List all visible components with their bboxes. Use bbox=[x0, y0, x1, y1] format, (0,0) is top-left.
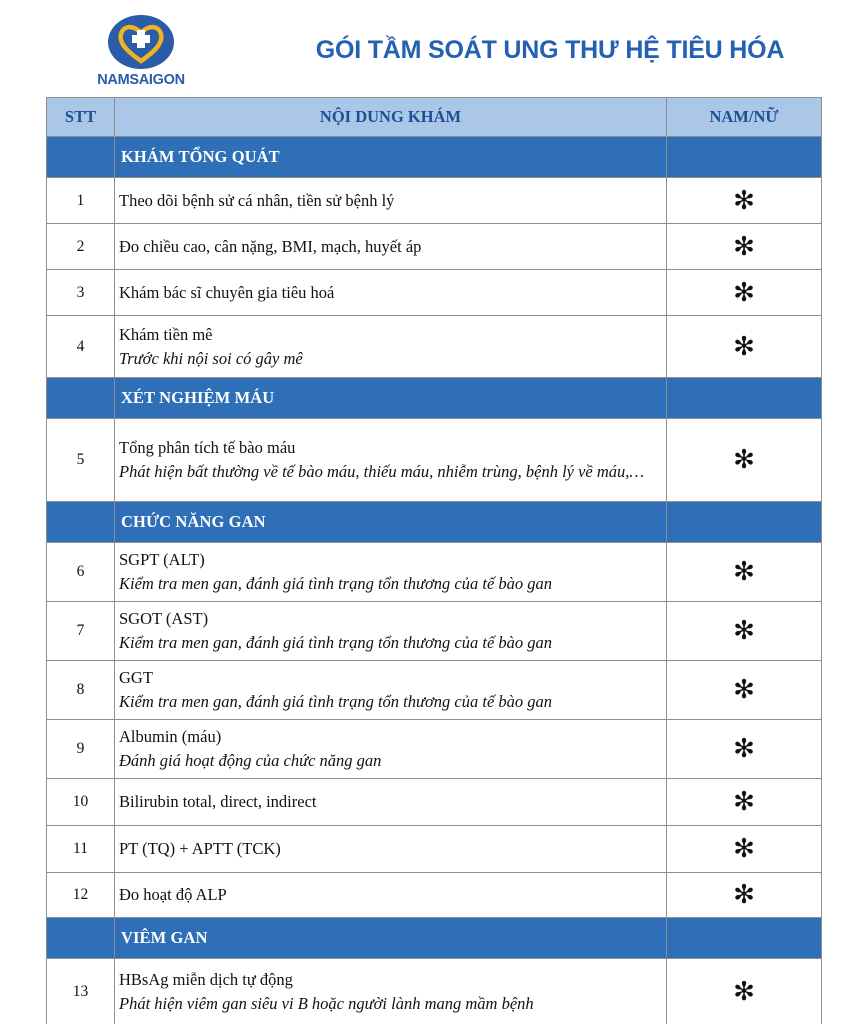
row-number: 6 bbox=[47, 543, 115, 602]
exam-item: HBsAg miễn dịch tự động bbox=[119, 970, 293, 989]
exam-item: Tổng phân tích tế bào máu bbox=[119, 438, 296, 457]
table-row bbox=[47, 543, 822, 602]
row-content bbox=[115, 543, 667, 602]
row-number: 1 bbox=[47, 178, 115, 224]
row-number: 3 bbox=[47, 270, 115, 316]
section-mark-cell bbox=[667, 378, 822, 419]
section-title: VIÊM GAN bbox=[115, 918, 667, 959]
row-content bbox=[115, 661, 667, 720]
included-mark: ✻ bbox=[667, 316, 822, 378]
exam-item: SGOT (AST) bbox=[119, 609, 209, 628]
exam-note: Kiểm tra men gan, đánh giá tình trạng tổn thương của tế bào gan bbox=[119, 633, 553, 652]
section-stt-cell bbox=[47, 378, 115, 419]
section-title: XÉT NGHIỆM MÁU bbox=[115, 378, 667, 419]
exam-note: Kiểm tra men gan, đánh giá tình trạng tổn thương của tế bào gan bbox=[119, 574, 553, 593]
row-content bbox=[115, 720, 667, 779]
included-mark: ✻ bbox=[667, 178, 822, 224]
table-body bbox=[47, 137, 822, 1024]
row-content bbox=[115, 779, 667, 826]
row-content bbox=[115, 873, 667, 918]
table-row bbox=[47, 720, 822, 779]
table-row bbox=[47, 661, 822, 720]
included-mark: ✻ bbox=[667, 602, 822, 661]
exam-item: Khám bác sĩ chuyên gia tiêu hoá bbox=[119, 282, 335, 302]
header-gender: NAM/NỮ bbox=[667, 98, 822, 137]
row-number: 12 bbox=[47, 873, 115, 918]
exam-note: Phát hiện viêm gan siêu vi B hoặc người lành mang mầm bệnh bbox=[119, 994, 534, 1013]
table-row bbox=[47, 602, 822, 661]
section-mark-cell bbox=[667, 918, 822, 959]
table-row bbox=[47, 873, 822, 918]
row-content bbox=[115, 959, 667, 1024]
included-mark: ✻ bbox=[667, 661, 822, 720]
row-number: 9 bbox=[47, 720, 115, 779]
row-number: 7 bbox=[47, 602, 115, 661]
header-stt: STT bbox=[47, 98, 115, 137]
brand-name: NAMSAIGON bbox=[97, 72, 185, 88]
exam-item: Theo dõi bệnh sử cá nhân, tiền sử bệnh lý bbox=[119, 190, 395, 210]
row-number: 13 bbox=[47, 959, 115, 1024]
included-mark: ✻ bbox=[667, 720, 822, 779]
exam-note: Kiểm tra men gan, đánh giá tình trạng tổn thương của tế bào gan bbox=[119, 692, 553, 711]
section-stt-cell bbox=[47, 502, 115, 543]
exam-item: Đo chiều cao, cân nặng, BMI, mạch, huyết áp bbox=[119, 236, 422, 256]
row-content bbox=[115, 602, 667, 661]
row-content bbox=[115, 419, 667, 502]
table-row bbox=[47, 419, 822, 502]
exam-item: Bilirubin total, direct, indirect bbox=[119, 792, 317, 811]
row-content bbox=[115, 178, 667, 224]
section-stt-cell bbox=[47, 918, 115, 959]
row-content bbox=[115, 270, 667, 316]
exam-note: Đánh giá hoạt động của chức năng gan bbox=[119, 751, 382, 770]
section-stt-cell bbox=[47, 137, 115, 178]
section-title: KHÁM TỔNG QUÁT bbox=[115, 137, 667, 178]
exam-item: GGT bbox=[119, 668, 153, 687]
section-mark-cell bbox=[667, 137, 822, 178]
included-mark: ✻ bbox=[667, 873, 822, 918]
table-row bbox=[47, 959, 822, 1024]
exam-item: Khám tiền mê bbox=[119, 324, 213, 344]
table-row bbox=[47, 270, 822, 316]
exam-package-table bbox=[46, 97, 822, 1024]
row-number: 5 bbox=[47, 419, 115, 502]
row-content bbox=[115, 826, 667, 873]
included-mark: ✻ bbox=[667, 270, 822, 316]
exam-note: Trước khi nội soi có gây mê bbox=[119, 348, 303, 368]
brand-logo bbox=[88, 14, 194, 94]
row-number: 11 bbox=[47, 826, 115, 873]
section-row bbox=[47, 502, 822, 543]
section-row bbox=[47, 378, 822, 419]
exam-item: Đo hoạt độ ALP bbox=[119, 885, 227, 904]
table-row bbox=[47, 224, 822, 270]
included-mark: ✻ bbox=[667, 419, 822, 502]
section-row bbox=[47, 137, 822, 178]
included-mark: ✻ bbox=[667, 826, 822, 873]
included-mark: ✻ bbox=[667, 959, 822, 1024]
exam-note: Phát hiện bất thường về tế bào máu, thiếu máu, nhiễm trùng, bệnh lý về máu,… bbox=[119, 462, 645, 481]
section-row bbox=[47, 918, 822, 959]
row-content bbox=[115, 224, 667, 270]
header-content: NỘI DUNG KHÁM bbox=[115, 98, 667, 137]
exam-item: Albumin (máu) bbox=[119, 727, 222, 746]
row-number: 8 bbox=[47, 661, 115, 720]
table-row bbox=[47, 178, 822, 224]
row-content bbox=[115, 316, 667, 378]
included-mark: ✻ bbox=[667, 543, 822, 602]
table-row bbox=[47, 316, 822, 378]
page-title: GÓI TẦM SOÁT UNG THƯ HỆ TIÊU HÓA bbox=[315, 36, 785, 64]
row-number: 4 bbox=[47, 316, 115, 378]
heart-cross-icon bbox=[105, 14, 177, 72]
row-number: 10 bbox=[47, 779, 115, 826]
exam-item: SGPT (ALT) bbox=[119, 550, 205, 569]
row-number: 2 bbox=[47, 224, 115, 270]
included-mark: ✻ bbox=[667, 224, 822, 270]
section-mark-cell bbox=[667, 502, 822, 543]
exam-item: PT (TQ) + APTT (TCK) bbox=[119, 839, 281, 858]
included-mark: ✻ bbox=[667, 779, 822, 826]
section-title: CHỨC NĂNG GAN bbox=[115, 502, 667, 543]
table-row bbox=[47, 826, 822, 873]
table-row bbox=[47, 779, 822, 826]
table-header-row bbox=[47, 98, 822, 137]
